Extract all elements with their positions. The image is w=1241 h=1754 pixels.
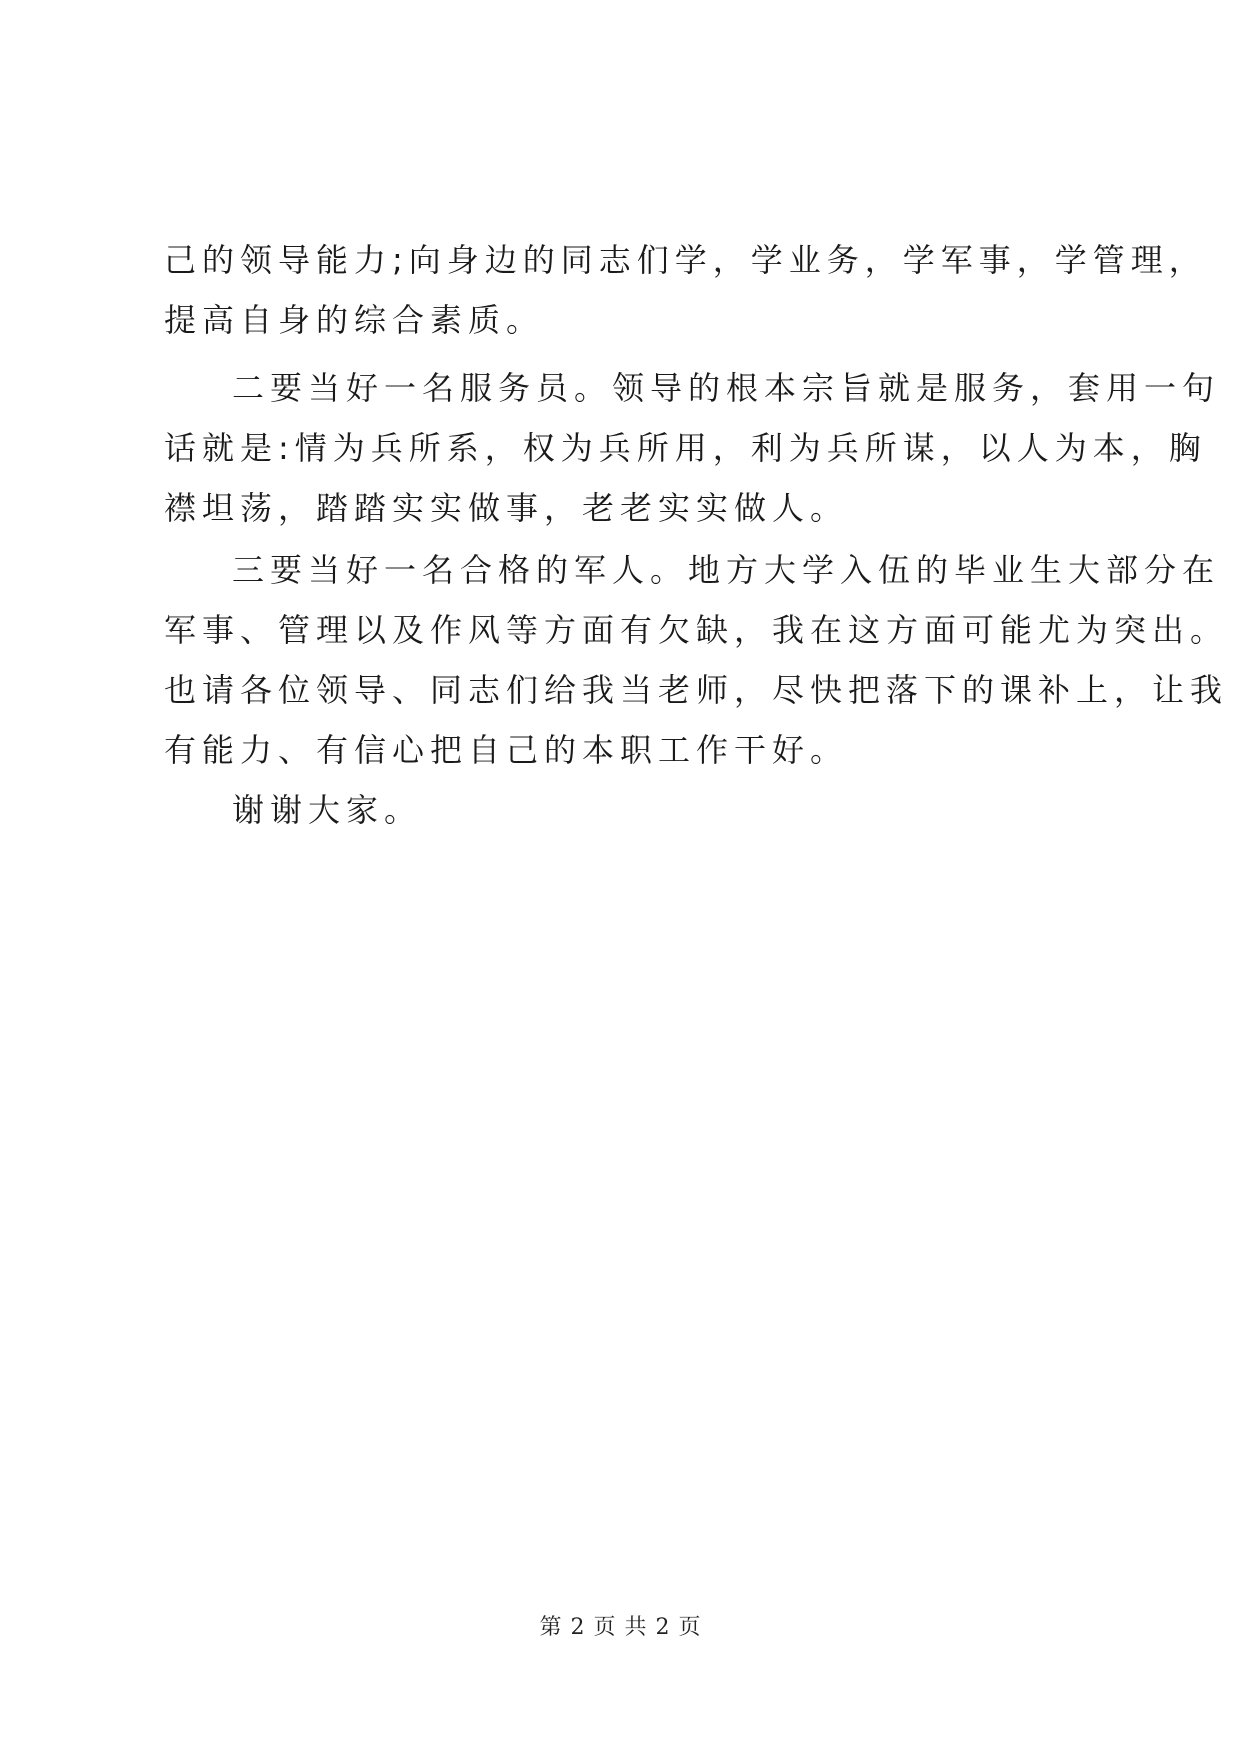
body-line: 话就是:情为兵所系，权为兵所用，利为兵所谋，以人为本，胸 <box>164 429 1207 467</box>
body-line: 军事、管理以及作风等方面有欠缺，我在这方面可能尤为突出。 <box>164 611 1229 649</box>
body-line: 提高自身的综合素质。 <box>164 301 545 339</box>
page-footer: 第 2 页 共 2 页 <box>539 1615 702 1640</box>
paragraph-line: 二要当好一名服务员。领导的根本宗旨就是服务，套用一句 <box>232 369 1221 407</box>
body-line: 也请各位领导、同志们给我当老师，尽快把落下的课补上，让我 <box>164 671 1229 709</box>
body-line: 有能力、有信心把自己的本职工作干好。 <box>164 731 849 769</box>
body-line: 襟坦荡，踏踏实实做事，老老实实做人。 <box>164 489 849 527</box>
body-line: 己的领导能力;向身边的同志们学，学业务，学军事，学管理， <box>164 241 1207 279</box>
closing-line: 谢谢大家。 <box>232 791 423 829</box>
paragraph-line: 三要当好一名合格的军人。地方大学入伍的毕业生大部分在 <box>232 551 1221 589</box>
